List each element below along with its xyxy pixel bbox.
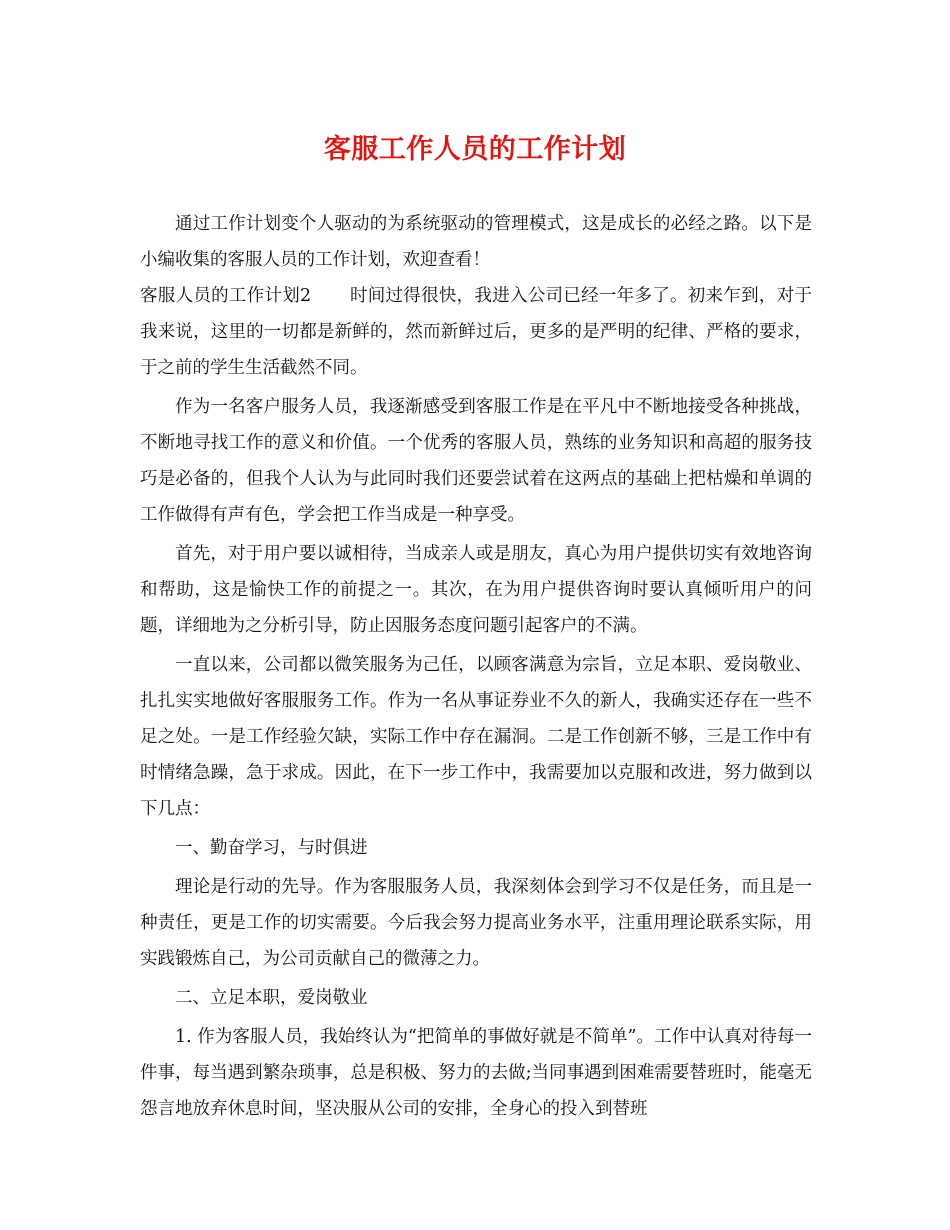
- body-paragraph: 理论是行动的先导。作为客服服务人员，我深刻体会到学习不仅是任务，而且是一种责任，更是工作的切实需要。今后我会努力提高业务水平，注重用理论联系实际，用实践锻炼自己，为公司贡献自己的微薄之力。: [140, 877, 812, 969]
- body-paragraph: 1. 作为客服人员，我始终认为“把简单的事做好就是不简单”。工作中认真对待每一件事，每当遇到繁杂琐事，总是积极、努力的去做;当同事遇到困难需要替班时，能毫无怨言地放弃休息时间，坚决服从公司的安排，全身心的投入到替班: [140, 1027, 812, 1119]
- subheading: 一、勤奋学习，与时俱进: [175, 838, 368, 858]
- section-label: 客服人员的工作计划2: [140, 286, 312, 306]
- subheading: 二、立足本职，爱岗敬业: [175, 988, 368, 1008]
- document-title: 客服工作人员的工作计划: [323, 134, 627, 165]
- body-paragraph: 作为一名客户服务人员，我逐渐感受到客服工作是在平凡中不断地接受各种挑战，不断地寻找工作的意义和价值。一个优秀的客服人员，熟练的业务知识和高超的服务技巧是必备的，但我个人认为与此同时我们还要尝试着在这两点的基础上把枯燥和单调的工作做得有声有色，学会把工作当成是一种享受。: [140, 397, 812, 525]
- document-body: [140, 206, 812, 1127]
- intro-paragraph: 通过工作计划变个人驱动的为系统驱动的管理模式，这是成长的必经之路。以下是小编收集的客服人员的工作计划，欢迎查看！: [140, 214, 812, 270]
- body-paragraph: 首先，对于用户要以诚相待，当成亲人或是朋友，真心为用户提供切实有效地咨询和帮助，这是愉快工作的前提之一。其次，在为用户提供咨询时要认真倾听用户的问题，详细地为之分析引导，防止因服务态度问题引起客户的不满。: [140, 544, 812, 636]
- body-paragraph: 一直以来，公司都以微笑服务为己任，以顾客满意为宗旨，立足本职、爱岗敬业、扎扎实实地做好客服服务工作。作为一名从事证券业不久的新人，我确实还存在一些不足之处。一是工作经验欠缺，实际工作中存在漏洞。二是工作创新不够，三是工作中有时情绪急躁，急于求成。因此，在下一步工作中，我需要加以克服和改进，努力做到以下几点：: [140, 655, 812, 819]
- section-first-text: 时间过得很快，我进入公司已经一年多了。初来乍到，对于我来说，这里的一切都是新鲜的，然而新鲜过后，更多的是严明的纪律、严格的要求，于之前的学生生活截然不同。: [140, 286, 812, 378]
- section-paragraph: [140, 278, 812, 386]
